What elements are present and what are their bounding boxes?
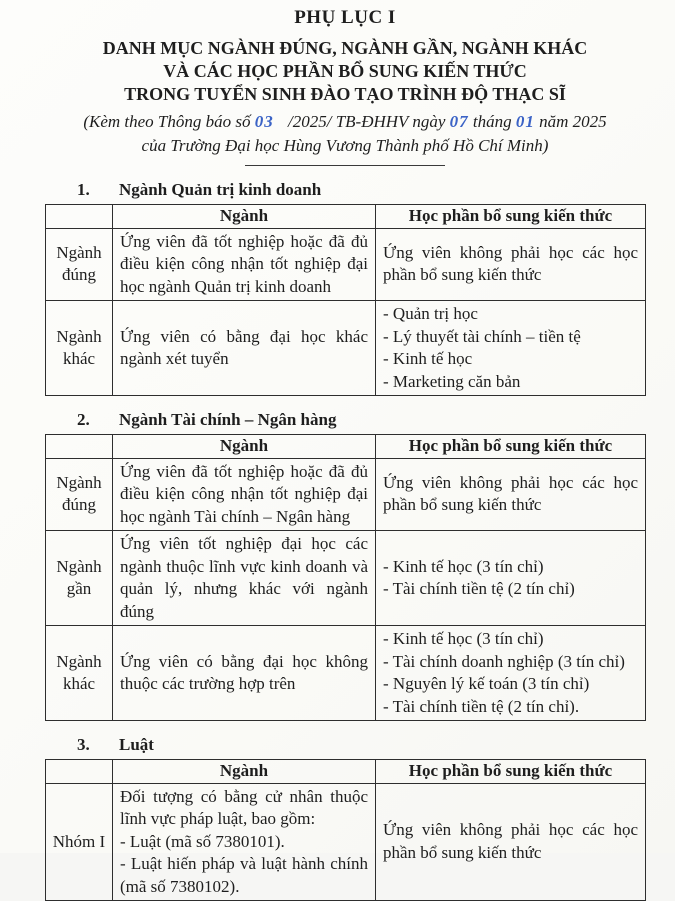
criteria-cell bbox=[113, 626, 376, 721]
category-cell: Ngành khác bbox=[46, 626, 113, 721]
supplement-cell bbox=[376, 228, 646, 301]
category-cell: Nhóm I bbox=[46, 783, 113, 901]
handwritten-number: 03 bbox=[254, 112, 274, 131]
supplement-cell bbox=[376, 626, 646, 721]
section-1 bbox=[45, 178, 645, 396]
table-row bbox=[46, 228, 646, 301]
section-heading bbox=[77, 178, 645, 201]
supplement-cell bbox=[376, 301, 646, 396]
citation-text: tháng bbox=[468, 112, 516, 131]
cell-line: Ứng viên đã tốt nghiệp hoặc đã đủ điều kiện công nhận tốt nghiệp đại học ngành Tài chính – Ngân hàng bbox=[120, 461, 368, 526]
cell-line: Ứng viên không phải học các học phần bổ sung kiến thức bbox=[383, 242, 638, 285]
cell-line: Ứng viên có bằng đại học không thuộc các trường hợp trên bbox=[120, 651, 368, 693]
section-title: Luật bbox=[119, 735, 154, 754]
admission-table bbox=[45, 434, 646, 721]
cell-line: - Lý thuyết tài chính – tiền tệ bbox=[383, 326, 581, 346]
supplement-cell bbox=[376, 531, 646, 626]
category-header-cell bbox=[46, 435, 113, 459]
citation-line-1 bbox=[45, 110, 645, 134]
category-header-cell bbox=[46, 760, 113, 784]
citation-text: (Kèm theo Thông báo số bbox=[83, 112, 255, 131]
handwritten-month: 01 bbox=[515, 112, 535, 131]
cell-line: - Marketing căn bản bbox=[383, 371, 521, 391]
cell-line: - Kinh tế học (3 tín chỉ) bbox=[383, 556, 544, 576]
criteria-cell bbox=[113, 458, 376, 531]
admission-table bbox=[45, 204, 646, 396]
cell-line: - Tài chính tiền tệ (2 tín chỉ). bbox=[383, 696, 580, 716]
cell-line: Đối tượng có bằng cử nhân thuộc lĩnh vực pháp luật, bao gồm: bbox=[120, 786, 368, 828]
section-number: 1. bbox=[77, 180, 90, 199]
supplement-header-cell: Học phần bổ sung kiến thức bbox=[376, 760, 646, 784]
cell-line: Ứng viên có bằng đại học khác ngành xét tuyển bbox=[120, 326, 368, 368]
citation-line-2: của Trường Đại học Hùng Vương Thành phố Hồ Chí Minh) bbox=[141, 136, 549, 155]
cell-line: - Kinh tế học (3 tín chỉ) bbox=[383, 629, 544, 648]
appendix-title: PHỤ LỤC I bbox=[294, 7, 396, 28]
header-divider bbox=[245, 165, 445, 166]
cell-line: Ứng viên không phải học các học phần bổ sung kiến thức bbox=[383, 820, 638, 862]
section-heading bbox=[77, 408, 645, 431]
cell-line: - Tài chính doanh nghiệp (3 tín chỉ) bbox=[383, 651, 625, 671]
section-2 bbox=[45, 408, 645, 721]
table-row bbox=[46, 458, 646, 531]
cell-line: Ứng viên không phải học các học phần bổ sung kiến thức bbox=[383, 472, 638, 515]
category-cell: Ngành đúng bbox=[46, 228, 113, 301]
cell-line: - Kinh tế học bbox=[383, 349, 473, 368]
cell-line: - Luật (mã số 7380101). bbox=[120, 831, 285, 851]
section-heading bbox=[77, 733, 645, 756]
doc-title-line-2: VÀ CÁC HỌC PHẦN BỔ SUNG KIẾN THỨC bbox=[163, 61, 527, 81]
handwritten-day: 07 bbox=[449, 112, 469, 131]
section-title: Ngành Quản trị kinh doanh bbox=[119, 180, 322, 199]
table-row bbox=[46, 531, 646, 626]
citation-text: /2025/ TB-ĐHHV ngày bbox=[283, 112, 450, 131]
section-3 bbox=[45, 733, 645, 901]
cell-line: - Luật hiến pháp và luật hành chính (mã số 7380102). bbox=[120, 854, 368, 896]
category-cell: Ngành gần bbox=[46, 531, 113, 626]
doc-title-line-1: DANH MỤC NGÀNH ĐÚNG, NGÀNH GẦN, NGÀNH KHÁC bbox=[102, 38, 588, 58]
category-header-cell bbox=[46, 205, 113, 229]
section-number: 2. bbox=[77, 410, 90, 429]
supplement-header-cell: Học phần bổ sung kiến thức bbox=[376, 435, 646, 459]
major-header-cell: Ngành bbox=[113, 760, 376, 784]
criteria-cell bbox=[113, 531, 376, 626]
supplement-cell bbox=[376, 783, 646, 901]
category-cell: Ngành khác bbox=[46, 301, 113, 396]
category-cell: Ngành đúng bbox=[46, 458, 113, 531]
cell-line: Ứng viên tốt nghiệp đại học các ngành thuộc lĩnh vực kinh doanh và quản lý, nhưng khác với ngành đúng bbox=[120, 534, 368, 621]
table-row bbox=[46, 301, 646, 396]
major-header-cell: Ngành bbox=[113, 205, 376, 229]
criteria-cell bbox=[113, 301, 376, 396]
cell-line: - Quản trị học bbox=[383, 304, 478, 323]
admission-table bbox=[45, 759, 646, 901]
sections-container bbox=[45, 178, 645, 901]
cell-line: - Nguyên lý kế toán (3 tín chỉ) bbox=[383, 674, 590, 693]
criteria-cell bbox=[113, 228, 376, 301]
supplement-header-cell: Học phần bổ sung kiến thức bbox=[376, 205, 646, 229]
table-row bbox=[46, 783, 646, 901]
section-title: Ngành Tài chính – Ngân hàng bbox=[119, 410, 337, 429]
cell-line: - Tài chính tiền tệ (2 tín chỉ) bbox=[383, 579, 575, 598]
doc-title-line-3: TRONG TUYỂN SINH ĐÀO TẠO TRÌNH ĐỘ THẠC SĨ bbox=[124, 84, 566, 104]
major-header-cell: Ngành bbox=[113, 435, 376, 459]
supplement-cell bbox=[376, 458, 646, 531]
table-row bbox=[46, 626, 646, 721]
section-number: 3. bbox=[77, 735, 90, 754]
criteria-cell bbox=[113, 783, 376, 901]
cell-line: Ứng viên đã tốt nghiệp hoặc đã đủ điều kiện công nhận tốt nghiệp đại học ngành Quản trị kinh doanh bbox=[120, 231, 368, 296]
citation-text: năm 2025 bbox=[534, 112, 607, 131]
